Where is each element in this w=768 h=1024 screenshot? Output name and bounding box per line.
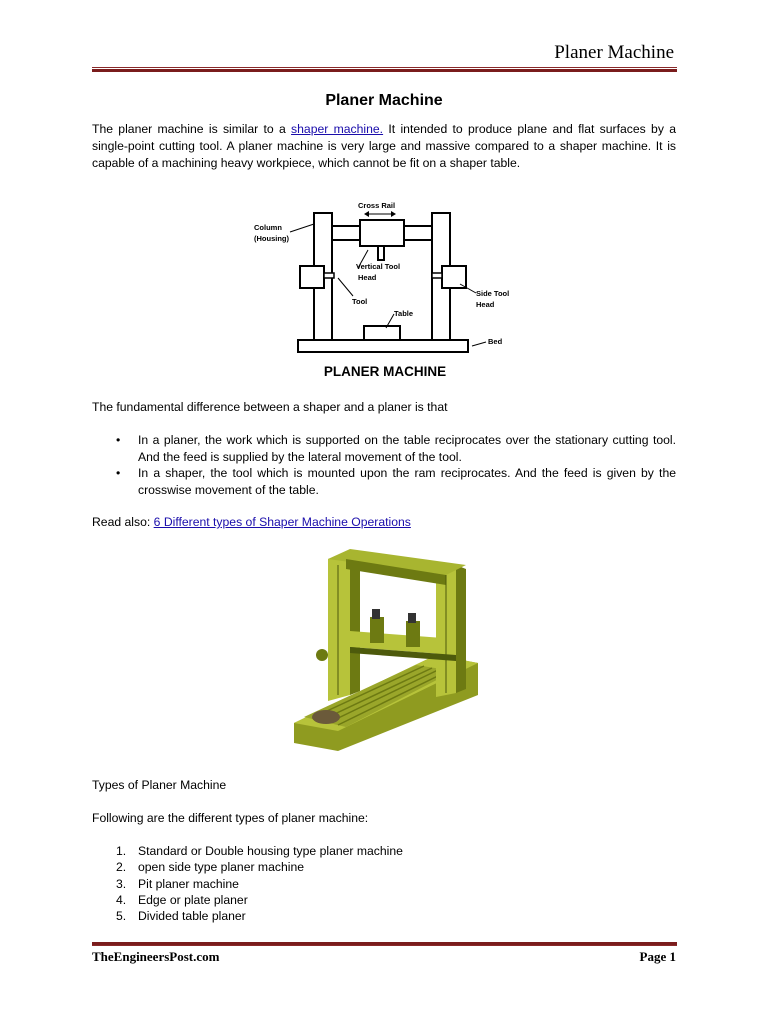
list-number: 5.	[116, 909, 127, 924]
label-vertical-head: Head	[358, 273, 377, 282]
list-number: 4.	[116, 892, 127, 907]
read-also-label: Read also:	[92, 515, 154, 529]
types-intro: Following are the different types of planer machine:	[92, 811, 369, 825]
intro-text-rest: It intended to produce plane and flat surfaces by a single-point cutting tool. A planer machine is very large and massive compared to a shaper machine. It is capable of a machining heavy workpiece, which cannot be fit on a shaper table.	[92, 122, 676, 170]
list-item	[92, 892, 403, 908]
difference-list	[92, 432, 676, 498]
page-header-title: Planer Machine	[554, 42, 674, 63]
difference-intro: The fundamental difference between a shaper and a planer is that	[92, 400, 448, 414]
planer-diagram-svg	[248, 198, 520, 388]
bed-shape	[298, 340, 468, 352]
list-text: Divided table planer	[138, 909, 246, 924]
types-heading: Types of Planer Machine	[92, 778, 227, 792]
list-text: Standard or Double housing type planer machine	[138, 844, 403, 858]
list-number: 2.	[116, 860, 127, 875]
list-text: Edge or plate planer	[138, 892, 248, 907]
bullet-glyph: •	[116, 466, 121, 480]
intro-paragraph	[92, 121, 676, 172]
list-text: open side type planer machine	[138, 860, 304, 875]
list-item	[92, 859, 403, 875]
label-table: Table	[394, 309, 414, 318]
label-column: Column	[254, 223, 282, 232]
read-also-line	[92, 514, 676, 531]
vertical-tool-head-shape	[360, 220, 404, 246]
list-text: Pit planer machine	[138, 876, 239, 891]
planer-diagram	[248, 198, 520, 388]
list-number: 1.	[116, 844, 127, 858]
list-number: 3.	[116, 876, 127, 891]
list-item	[92, 876, 403, 892]
bullet-text: In a shaper, the tool which is mounted upon the ram reciprocates. And the feed is given by the crosswise movement of the table.	[138, 466, 676, 497]
document-title: Planer Machine	[325, 92, 443, 109]
list-item	[92, 432, 676, 465]
bullet-glyph: •	[116, 433, 121, 447]
right-side-head-shape	[442, 266, 466, 288]
label-bed: Bed	[488, 337, 503, 346]
label-tool: Tool	[352, 297, 368, 306]
footer-page-number: Page 1	[639, 949, 676, 964]
left-side-head-shape	[300, 266, 324, 288]
diagram-caption: PLANER MACHINE	[323, 364, 447, 379]
list-item	[92, 465, 676, 498]
list-item	[92, 843, 403, 859]
label-side-head: Head	[476, 300, 495, 309]
label-cross-rail: Cross Rail	[358, 201, 396, 210]
table-shape	[364, 326, 400, 340]
header-divider	[92, 67, 677, 72]
footer-site: TheEngineersPost.com	[92, 949, 220, 964]
shaper-operations-link[interactable]: 6 Different types of Shaper Machine Operations	[153, 515, 411, 529]
label-vertical-tool: Vertical Tool	[356, 262, 401, 271]
shaper-machine-link[interactable]: shaper machine.	[291, 122, 384, 136]
label-side-tool: Side Tool	[476, 289, 510, 298]
vertical-tool-shape	[378, 246, 384, 260]
intro-text-start: The planer machine is similar to a	[92, 122, 292, 136]
list-item	[92, 908, 403, 924]
label-housing: (Housing)	[254, 234, 289, 243]
types-list	[92, 843, 403, 924]
bullet-text: In a planer, the work which is supported on the table reciprocates over the stationary cutting tool. And the feed is supplied by the lateral movement of the tool.	[138, 433, 676, 464]
planer-machine-photo	[286, 545, 482, 753]
footer-divider	[92, 941, 677, 946]
